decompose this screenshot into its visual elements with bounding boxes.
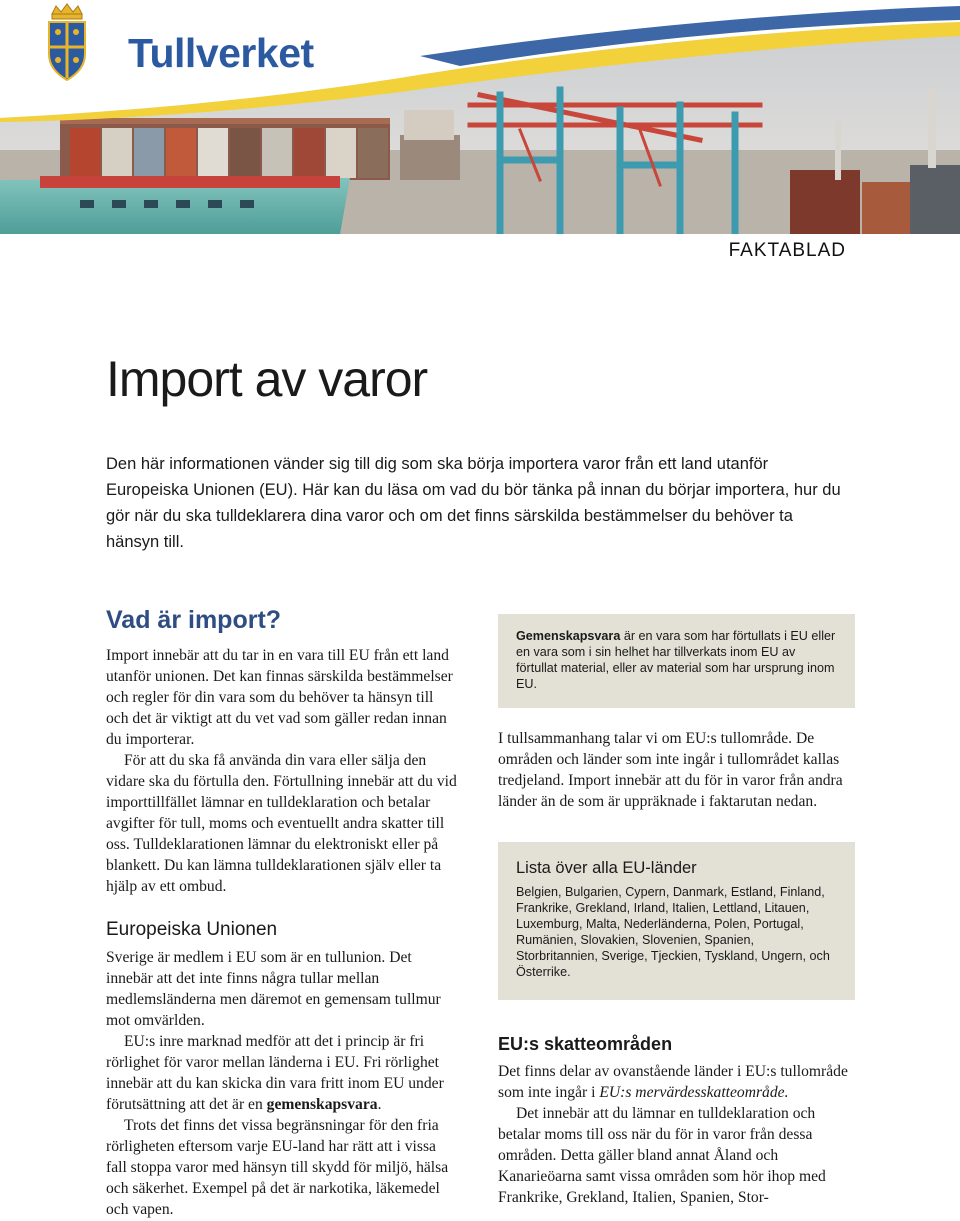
header-banner xyxy=(0,0,960,234)
left-column xyxy=(106,606,458,1220)
section-heading-eu: Europeiska Unionen xyxy=(106,919,278,940)
definition-box xyxy=(498,614,855,708)
paragraph: Import innebär att du tar in en vara till EU från ett land utanför unionen. Det kan finnas särskilda bestämmelser och regler för din vara som du behöver ta hänsyn till och det är viktigt att du vet vad som gäller redan innan du importerar. xyxy=(106,647,453,748)
eu-countries-list: Belgien, Bulgarien, Cypern, Danmark, Estland, Finland, Frankrike, Grekland, Irland, Italien, Lettland, Litauen, Luxemburg, Malta, Nederländerna, Polen, Portugal, Rumänien, Slovakien, Slovenien, Spanien, Storbritannien, Sverige, Tjeckien, Tyskland, Ungern, och Österrike. xyxy=(516,885,830,979)
document-type-label: FAKTABLAD xyxy=(728,240,846,261)
intro-paragraph: Den här informationen vänder sig till dig som ska börja importera varor från ett land utanför Europeiska Unionen (EU). Här kan du läsa om vad du bör tänka på innan du börjar importera, hur du gör när du ska tulldeklarera dina varor och om det finns särskilda bestämmelser du behöver ta hänsyn till. xyxy=(106,455,841,551)
text-run: EU:s inre marknad medför att det i princip är fri rörlighet för varor mellan länderna i EU. Fri rörlighet innebär att du kan skicka din vara fritt inom EU under förutsättning att det är en xyxy=(106,1033,444,1113)
definition-term: Gemenskapsvara xyxy=(516,629,621,643)
paragraph xyxy=(106,1031,458,1115)
definition-text: är en vara som har förtullats i EU eller en vara som i sin helhet har tillverkats inom EU av förtullat material, eller av material som har ursprung inom EU. xyxy=(516,629,836,691)
brand-name: Tullverket xyxy=(128,30,314,76)
section-heading-tax-areas: EU:s skatteområden xyxy=(498,1034,673,1054)
eu-countries-title: Lista över alla EU-länder xyxy=(516,859,697,877)
paragraph xyxy=(498,1061,855,1103)
text-run: Det finns delar av ovanstående länder i EU:s tullområde som inte ingår i xyxy=(498,1063,848,1101)
paragraph: I tullsammanhang talar vi om EU:s tullområde. De områden och länder som inte ingår i tullområdet kallas tredjeland. Import innebär att du för in varor från andra länder än de som är uppräknade i faktarutan nedan. xyxy=(498,730,843,810)
page-title: Import av varor xyxy=(106,351,428,407)
text-run: . xyxy=(377,1096,382,1113)
right-column xyxy=(498,614,855,1208)
paragraph: För att du ska få använda din vara eller sälja den vidare ska du förtulla den. Förtullning innebär att du vid importtillfället lämnar en tulldeklaration och betalar avgifter för tull, moms och eventuellt andra skatter till oss. Tulldeklarationen lämnar du elektroniskt eller på blankett. Du kan lämna tulldeklarationen själv eller ta hjälp av ett ombud. xyxy=(106,752,457,895)
term-gemenskapsvara: gemenskapsvara xyxy=(266,1096,378,1113)
tullverket-logo[interactable] xyxy=(40,2,314,84)
coat-of-arms-icon xyxy=(44,2,90,82)
paragraph: Det innebär att du lämnar en tulldeklaration och betalar moms till oss när du för in varor från dessa områden. Detta gäller bland annat Åland och Kanarieöarna samt vissa områden som hör ihop med Frankrike, Grekland, Italien, Spanien, Stor- xyxy=(498,1105,826,1206)
term-vat-area: EU:s mervärdesskatteområde. xyxy=(599,1084,789,1101)
section-heading-import: Vad är import? xyxy=(106,606,282,634)
paragraph: Sverige är medlem i EU som är en tullunion. Det innebär att det inte finns några tullar mellan medlemsländerna men däremot en gemensam tullmur mot omvärlden. xyxy=(106,949,441,1029)
eu-countries-box xyxy=(498,842,855,1000)
paragraph: Trots det finns det vissa begränsningar för den fria rörligheten eftersom varje EU-land har rätt att i vissa fall stoppa varor med hänsyn till skydd för miljö, hälsa och säkerhet. Exempel på det är narkotika, läkemedel och vapen. xyxy=(106,1117,449,1218)
